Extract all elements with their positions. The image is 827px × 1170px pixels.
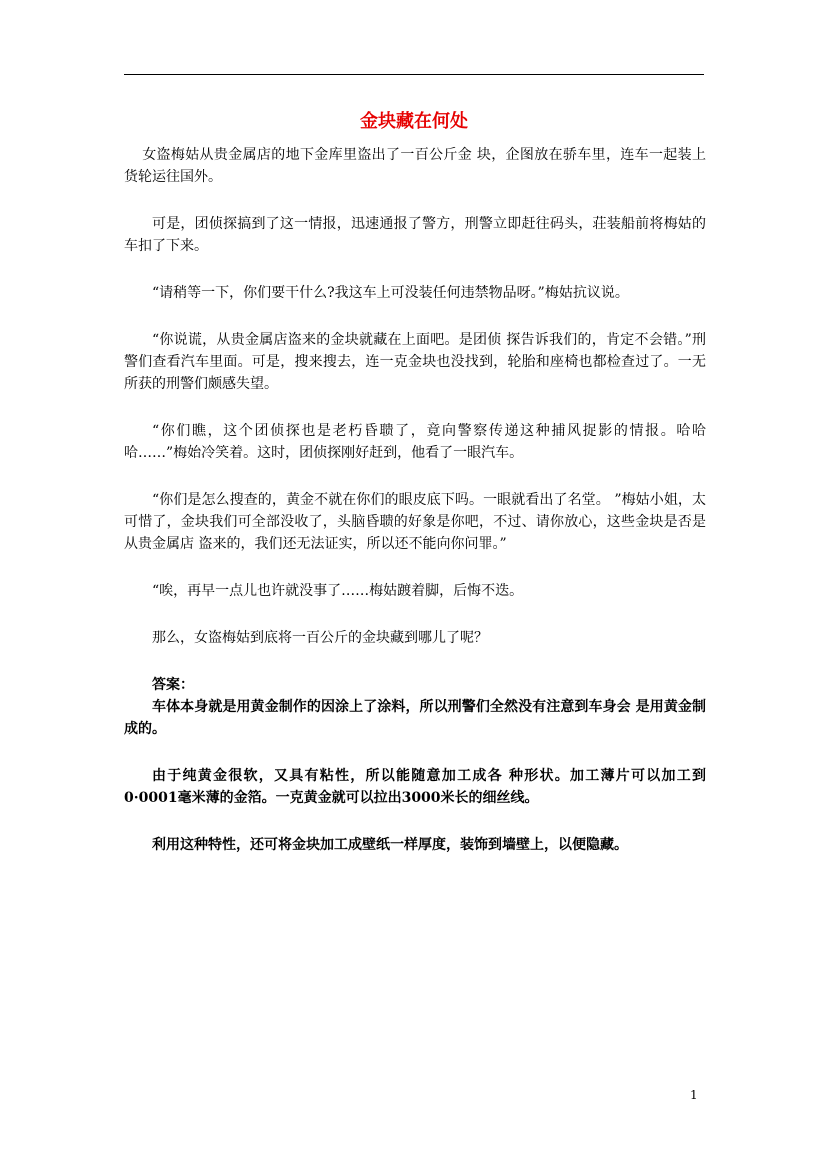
answer-paragraph: 车体本身就是用黄金制作的因涂上了涂料，所以刑警们全然没有注意到车身会 是用黄金制成的。 (124, 699, 706, 737)
paragraph: “唉，再早一点儿也许就没事了……梅姑踱着脚，后悔不迭。 (152, 583, 524, 599)
answer-paragraph: 利用这种特性，还可将金块加工成壁纸一样厚度，装饰到墙壁上，以便隐藏。 (152, 837, 628, 853)
document-body (124, 144, 706, 881)
paragraph: 女盗梅姑从贵金属店的地下金库里盗出了一百公斤金 块，企图放在骄车里，连车一起装上货轮运往国外。 (124, 147, 706, 185)
paragraph: 可是，团侦探搞到了这一情报，迅速通报了警方，刑警立即赶往码头，荘装船前将梅姑的车扣了下来。 (124, 216, 706, 254)
header-rule (124, 74, 704, 75)
paragraph: “请稍等一下，你们要干什么?我这车上可没装任何违禁物品呀。”梅姑抗议说。 (152, 285, 629, 301)
answer-label: 答案： (152, 677, 194, 693)
paragraph: “你们是怎么搜查的，黄金不就在你们的眼皮底下吗。一眼就看出了名堂。 ”梅姑小姐，太可惜了，金块我们可全部没收了，头脑昏聩的好象是你吧，不过、请你放心，这些金块是否是从贵金属店 盗来的，我们还无法证实，所以还不能向你问罪。” (124, 492, 706, 552)
paragraph: 那么，女盗梅姑到底将一百公斤的金块藏到哪儿了呢？ (152, 630, 488, 646)
answer-section (124, 674, 706, 856)
paragraph: “你说谎，从贵金属店盗来的金块就藏在上面吧。是团侦 探告诉我们的，肯定不会错。”刑警们查看汽车里面。可是，搜来搜去，连一克金块也没找到，轮胎和座椅也都检查过了。一无所获的刑警们颇感失望。 (124, 332, 706, 392)
document-title: 金块藏在何处 (360, 111, 468, 132)
page-number: 1 (690, 1088, 698, 1102)
answer-paragraph: 由于纯黄金很软，又具有粘性，所以能随意加工成各 种形状。加工薄片可以加工到0·0001毫米薄的金箔。一克黄金就可以拉出3000米长的细丝线。 (124, 768, 706, 806)
paragraph: “你们瞧，这个团侦探也是老朽昏聩了，竟向警察传递这种捕风捉影的情报。哈哈哈……”梅始冷笑着。这时，团侦探刚好赶到，他看了一眼汽车。 (124, 423, 706, 461)
